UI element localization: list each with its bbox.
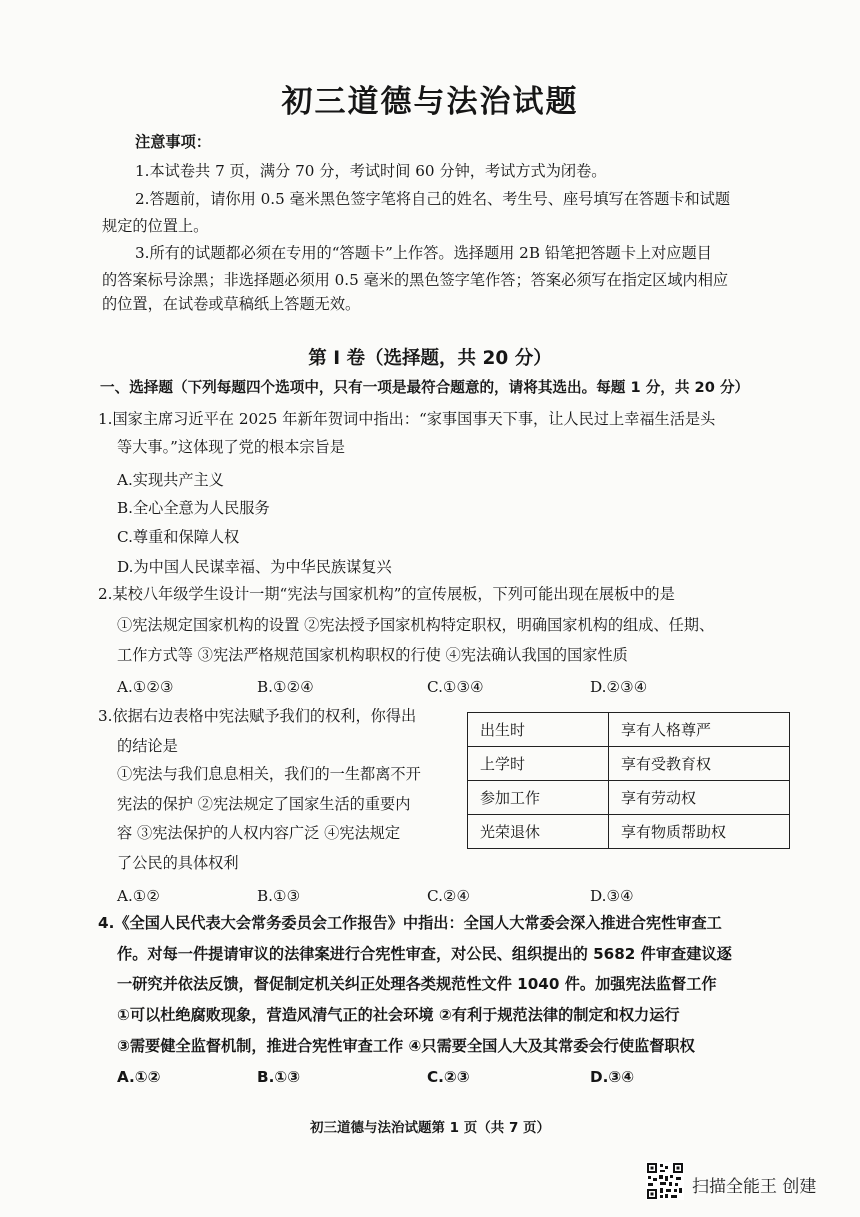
table-cell-right: 享有受教育权 [609, 747, 790, 781]
table-cell-stage: 上学时 [468, 747, 609, 781]
question-1-stem: 等大事。”这体现了党的根本宗旨是 [117, 438, 345, 456]
table-row [468, 781, 790, 815]
question-1-option-c: C.尊重和保障人权 [117, 528, 240, 546]
question-2-stem: ①宪法规定国家机构的设置 ②宪法授予国家机构特定职权，明确国家机构的组成、任期、 [117, 616, 715, 634]
question-2-stem: 工作方式等 ③宪法严格规范国家机构职权的行使 ④宪法确认我国的国家性质 [117, 646, 628, 664]
question-4-option-b: B.①③ [257, 1068, 301, 1086]
rights-table [467, 712, 790, 849]
page-footer: 初三道德与法治试题第 1 页（共 7 页） [309, 1120, 551, 1136]
table-row [468, 815, 790, 849]
question-3-option-a: A.①② [117, 887, 161, 905]
question-3-option-b: B.①③ [257, 887, 301, 905]
qr-code-icon [646, 1162, 684, 1200]
section-heading: 第 Ⅰ 卷（选择题，共 20 分） [308, 348, 552, 369]
question-3-option-d: D.③④ [590, 887, 634, 905]
question-1-option-b: B.全心全意为人民服务 [117, 499, 270, 517]
table-cell-right: 享有人格尊严 [609, 713, 790, 747]
table-cell-stage: 光荣退休 [468, 815, 609, 849]
table-row [468, 713, 790, 747]
question-2-option-b: B.①②④ [257, 678, 314, 696]
table-cell-right: 享有劳动权 [609, 781, 790, 815]
question-3-option-c: C.②④ [427, 887, 471, 905]
notice-line: 的答案标号涂黑；非选择题必须用 0.5 毫米的黑色签字笔作答；答案必须写在指定区域内相应 [102, 271, 729, 289]
question-3-stem: ①宪法与我们息息相关，我们的一生都离不开 [117, 765, 421, 783]
table-cell-stage: 参加工作 [468, 781, 609, 815]
notice-line: 3.所有的试题都必须在专用的“答题卡”上作答。选择题用 2B 铅笔把答题卡上对应题目 [135, 244, 712, 262]
notice-line: 规定的位置上。 [102, 217, 209, 235]
question-3-stem: 的结论是 [117, 737, 178, 755]
question-3-stem: 3.依据右边表格中宪法赋予我们的权利，你得出 [98, 707, 417, 725]
notice-line: 2.答题前，请你用 0.5 毫米黑色签字笔将自己的姓名、考生号、座号填写在答题卡和试题 [135, 190, 731, 208]
question-1-stem: 1.国家主席习近平在 2025 年新年贺词中指出：“家事国事天下事，让人民过上幸福生活是头 [98, 410, 716, 428]
question-2-option-c: C.①③④ [427, 678, 484, 696]
table-cell-stage: 出生时 [468, 713, 609, 747]
question-2-option-d: D.②③④ [590, 678, 648, 696]
question-4-stem: 4.《全国人民代表大会常务委员会工作报告》中指出：全国人大常委会深入推进合宪性审查工 [98, 914, 722, 932]
question-4-stem: 一研究并依法反馈，督促制定机关纠正处理各类规范性文件 1040 件。加强宪法监督工作 [117, 975, 717, 993]
question-4-stem: ③需要健全监督机制，推进合宪性审查工作 ④只需要全国人大及其常委会行使监督职权 [117, 1037, 695, 1055]
question-4-stem: 作。对每一件提请审议的法律案进行合宪性审查，对公民、组织提出的 5682 件审查建议逐 [117, 945, 732, 963]
question-4-stem: ①可以杜绝腐败现象，营造风清气正的社会环境 ②有利于规范法律的制定和权力运行 [117, 1006, 680, 1024]
table-row [468, 747, 790, 781]
question-2-stem: 2.某校八年级学生设计一期“宪法与国家机构”的宣传展板，下列可能出现在展板中的是 [98, 585, 675, 603]
question-4-option-a: A.①② [117, 1068, 161, 1086]
exam-title: 初三道德与法治试题 [281, 84, 579, 120]
question-4-option-d: D.③④ [590, 1068, 635, 1086]
question-3-stem: 宪法的保护 ②宪法规定了国家生活的重要内 [117, 795, 411, 813]
notice-heading: 注意事项： [135, 133, 211, 151]
question-1-option-d: D.为中国人民谋幸福、为中华民族谋复兴 [117, 558, 392, 576]
question-4-option-c: C.②③ [427, 1068, 470, 1086]
question-1-option-a: A.实现共产主义 [117, 471, 224, 489]
scanner-watermark: 扫描全能王 创建 [692, 1177, 817, 1197]
notice-line: 1.本试卷共 7 页，满分 70 分，考试时间 60 分钟，考试方式为闭卷。 [135, 162, 607, 180]
question-2-option-a: A.①②③ [117, 678, 174, 696]
part-heading: 一、选择题（下列每题四个选项中，只有一项是最符合题意的，请将其选出。每题 1 分，共 20 分） [100, 379, 750, 396]
notice-line: 的位置，在试卷或草稿纸上答题无效。 [102, 295, 361, 313]
question-3-stem: 容 ③宪法保护的人权内容广泛 ④宪法规定 [117, 824, 401, 842]
question-3-stem: 了公民的具体权利 [117, 854, 239, 872]
table-cell-right: 享有物质帮助权 [609, 815, 790, 849]
